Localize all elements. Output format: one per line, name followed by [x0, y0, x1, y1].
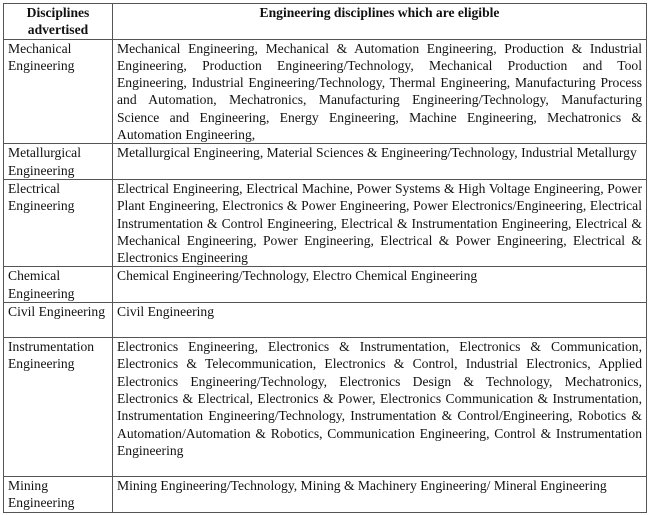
- header-disciplines-advertised: Disciplines advertised: [4, 4, 113, 40]
- table-row: [4, 39, 647, 144]
- eligible-cell: Mining Engineering/Technology, Mining & Machinery Engineering/ Mineral Engineering: [113, 477, 647, 513]
- table-row: [4, 144, 647, 180]
- discipline-cell: Mechanical Engineering: [4, 39, 113, 144]
- header-row: [4, 4, 647, 40]
- eligible-cell: Civil Engineering: [113, 303, 647, 338]
- eligible-cell: Electrical Engineering, Electrical Machine, Power Systems & High Voltage Engineering, Power Plant Engineering, Electronics & Power Engineering, Power Electronics/Engineering, Electrical Instrumentation & Control Engineering, Electrical & Instrumentation Engineering, Electrical & Mechanical Engineering, Power Engineering, Electrical & Power Engineering, Electrical & Electronics Engineering: [113, 179, 647, 266]
- eligible-cell: Electronics Engineering, Electronics & Instrumentation, Electronics & Communication, Electronics & Telecommunication, Electronics & Control, Industrial Electronics, Applied Electronics Engineering/Technology, Electronics Design & Technology, Mechatronics, Electronics & Electrical, Electronics & Power, Electronics Communication & Instrumentation, Instrumentation Engineering/Technology, Instrumentation & Control/Engineering, Robotics & Automation/Automation & Robotics, Communication Engineering, Control & Instrumentation Engineering: [113, 338, 647, 477]
- discipline-cell: Metallurgical Engineering: [4, 144, 113, 180]
- table-row: [4, 338, 647, 477]
- table-row: [4, 267, 647, 303]
- discipline-cell: Instrumentation Engineering: [4, 338, 113, 477]
- eligibility-table: [3, 3, 647, 513]
- discipline-cell: Civil Engineering: [4, 303, 113, 338]
- table-row: [4, 303, 647, 338]
- eligible-cell: Chemical Engineering/Technology, Electro Chemical Engineering: [113, 267, 647, 303]
- discipline-cell: Mining Engineering: [4, 477, 113, 513]
- eligible-cell: Mechanical Engineering, Mechanical & Automation Engineering, Production & Industrial Engineering, Production Engineering/Technology, Mechanical Production and Tool Engineering, Industrial Engineering/Technology, Thermal Engineering, Manufacturing Process and Automation, Mechatronics, Manufacturing Engineering/Technology, Manufacturing Science and Engineering, Energy Engineering, Machine Engineering, Mechatronics & Automation Engineering,: [113, 39, 647, 144]
- discipline-cell: Chemical Engineering: [4, 267, 113, 303]
- header-eligible-disciplines: Engineering disciplines which are eligible: [113, 4, 647, 40]
- table-row: [4, 477, 647, 513]
- table-row: [4, 179, 647, 266]
- eligible-cell: Metallurgical Engineering, Material Sciences & Engineering/Technology, Industrial Metallurgy: [113, 144, 647, 180]
- discipline-cell: Electrical Engineering: [4, 179, 113, 266]
